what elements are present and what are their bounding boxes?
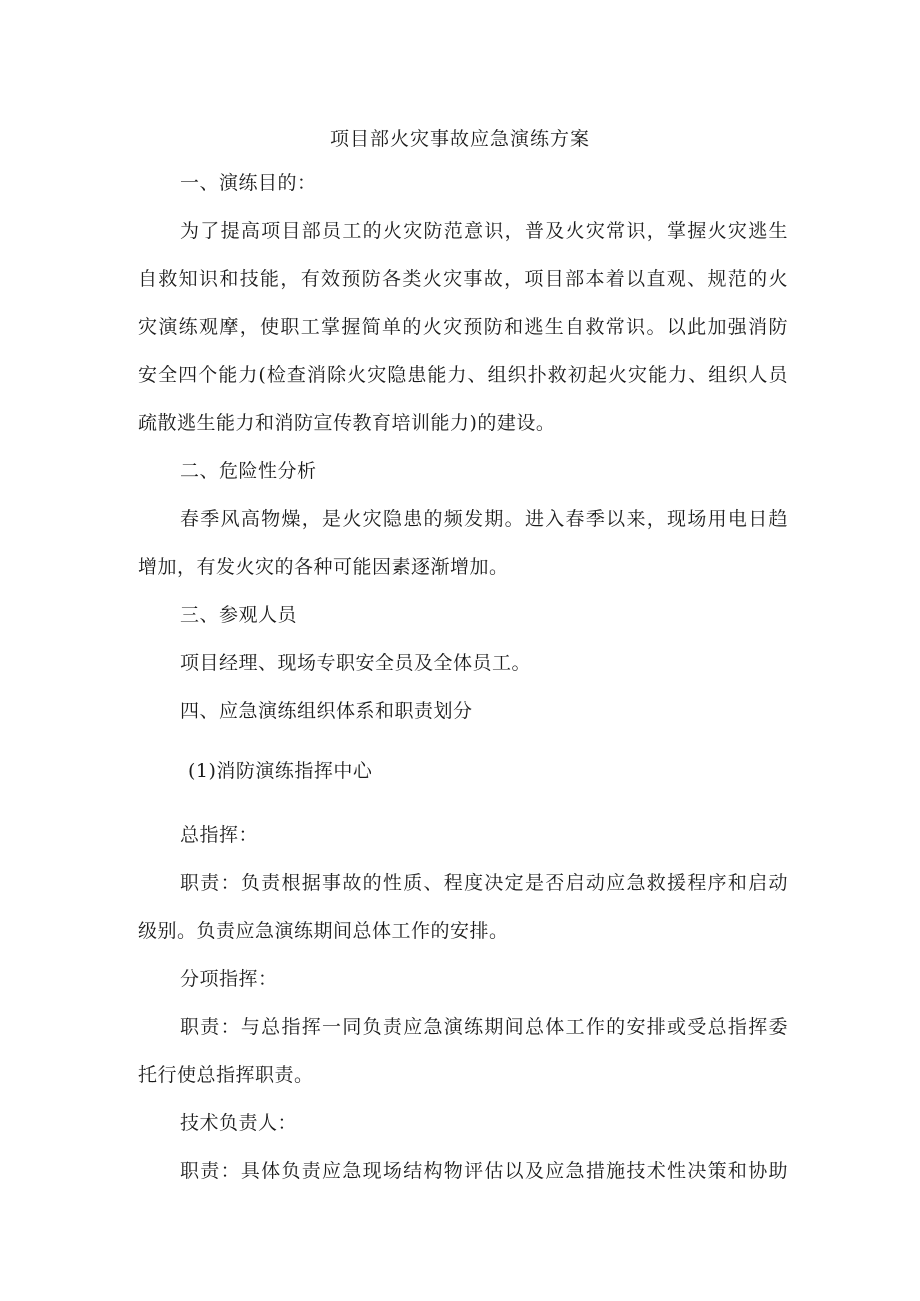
role-label-technical-lead: 技术负责人： <box>180 1112 298 1134</box>
paragraph-line: 职责：与总指挥一同负责应急演练期间总体工作的安排或受总指挥委 <box>180 1016 788 1038</box>
paragraph-line: 级别。负责应急演练期间总体工作的安排。 <box>138 920 509 942</box>
paragraph-line: 托行使总指挥职责。 <box>138 1064 314 1086</box>
paragraph-line: 自救知识和技能，有效预防各类火灾事故，项目部本着以直观、规范的火 <box>138 268 788 290</box>
paragraph-line: 为了提高项目部员工的火灾防范意识，普及火灾常识，掌握火灾逃生 <box>180 220 788 242</box>
section-heading-risk: 二、危险性分析 <box>180 460 317 482</box>
section-heading-organization: 四、应急演练组织体系和职责划分 <box>180 700 473 722</box>
subsection-heading-command-center: (1)消防演练指挥中心 <box>188 760 373 782</box>
document-title: 项目部火灾事故应急演练方案 <box>329 128 590 150</box>
paragraph-line: 增加，有发火灾的各种可能因素逐渐增加。 <box>138 556 509 578</box>
paragraph-line: 职责：具体负责应急现场结构物评估以及应急措施技术性决策和协助 <box>180 1160 788 1182</box>
paragraph-line: 项目经理、现场专职安全员及全体员工。 <box>180 652 532 674</box>
role-label-commander: 总指挥： <box>180 824 259 846</box>
section-heading-purpose: 一、演练目的： <box>180 172 317 194</box>
role-label-sub-commander: 分项指挥： <box>180 968 278 990</box>
section-heading-attendees: 三、参观人员 <box>180 604 298 626</box>
paragraph-line: 职责：负责根据事故的性质、程度决定是否启动应急救援程序和启动 <box>180 872 788 894</box>
paragraph-line: 疏散逃生能力和消防宣传教育培训能力)的建设。 <box>138 412 556 434</box>
paragraph-line: 安全四个能力(检查消除火灾隐患能力、组织扑救初起火灾能力、组织人员 <box>138 364 788 386</box>
paragraph-line: 春季风高物燥，是火灾隐患的频发期。进入春季以来，现场用电日趋 <box>180 508 788 530</box>
paragraph-line: 灾演练观摩，使职工掌握简单的火灾预防和逃生自救常识。以此加强消防 <box>138 316 788 338</box>
